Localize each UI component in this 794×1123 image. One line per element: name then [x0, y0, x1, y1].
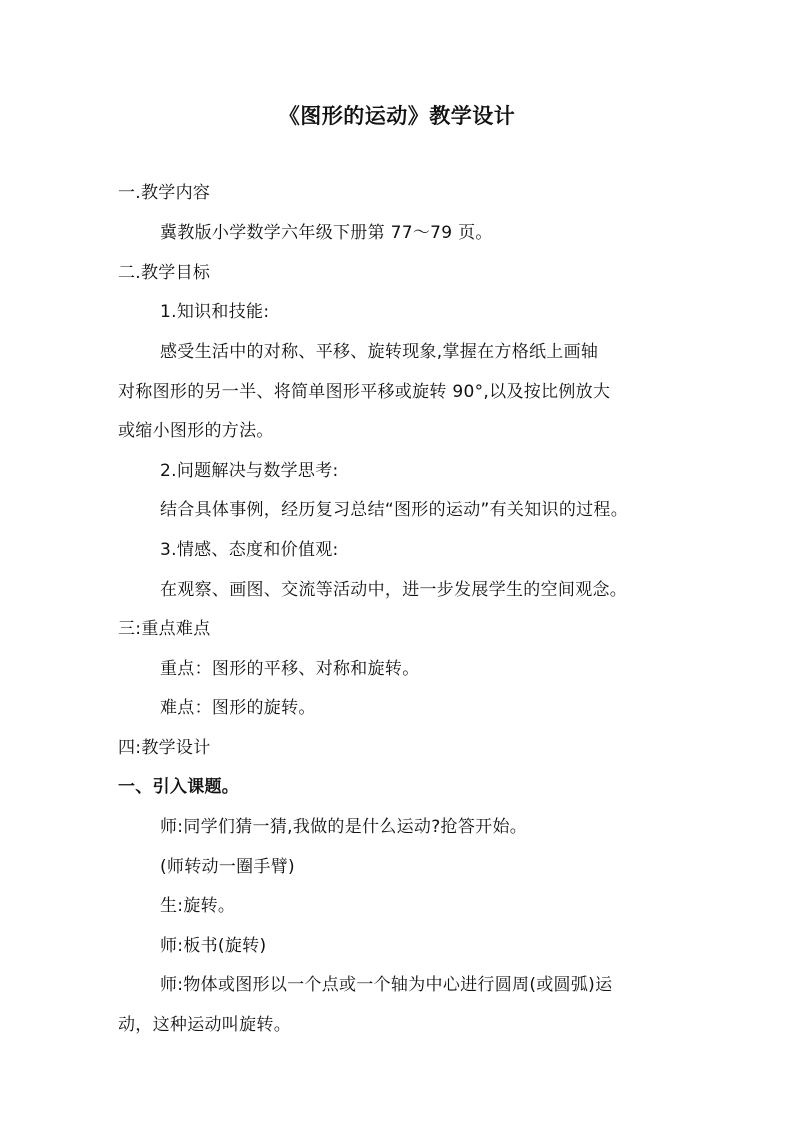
document-title: 《图形的运动》教学设计 — [278, 104, 516, 128]
goal-heading-attitude: 3.情感、态度和价值观: — [160, 540, 339, 560]
difficulty-text: 难点：图形的旋转。 — [160, 698, 316, 718]
paragraph-line: 感受生活中的对称、平移、旋转现象,掌握在方格纸上画轴 — [160, 342, 599, 362]
paragraph-line: 或缩小图形的方法。 — [118, 421, 274, 441]
dialogue-line: 动，这种运动叫旋转。 — [118, 1015, 291, 1035]
key-point-text: 重点：图形的平移、对称和旋转。 — [160, 659, 420, 679]
paragraph-line: 结合具体事例，经历复习总结“图形的运动”有关知识的过程。 — [160, 500, 629, 520]
dialogue-line: 师:物体或图形以一个点或一个轴为中心进行圆周(或圆弧)运 — [160, 975, 613, 995]
content-text: 冀教版小学数学六年级下册第 77～79 页。 — [160, 223, 493, 243]
dialogue-line: 师:板书(旋转) — [160, 936, 267, 956]
section-heading-design: 四:教学设计 — [118, 738, 211, 758]
section-heading-content: 一.教学内容 — [118, 183, 211, 203]
subsection-heading-intro: 一、引入课题。 — [118, 777, 240, 797]
dialogue-line: 师:同学们猜一猜,我做的是什么运动?抢答开始。 — [160, 817, 528, 837]
dialogue-line: 生:旋转。 — [160, 896, 236, 916]
paragraph-line: 在观察、画图、交流等活动中，进一步发展学生的空间观念。 — [160, 580, 628, 600]
paragraph-line: 对称图形的另一半、将简单图形平移或旋转 90°,以及按比例放大 — [118, 382, 611, 402]
section-heading-key-points: 三:重点难点 — [118, 619, 211, 639]
goal-heading-problem-solving: 2.问题解决与数学思考: — [160, 461, 339, 481]
goal-heading-knowledge: 1.知识和技能: — [160, 302, 270, 322]
dialogue-line: (师转动一圈手臂) — [160, 857, 295, 877]
section-heading-goals: 二.教学目标 — [118, 263, 211, 283]
